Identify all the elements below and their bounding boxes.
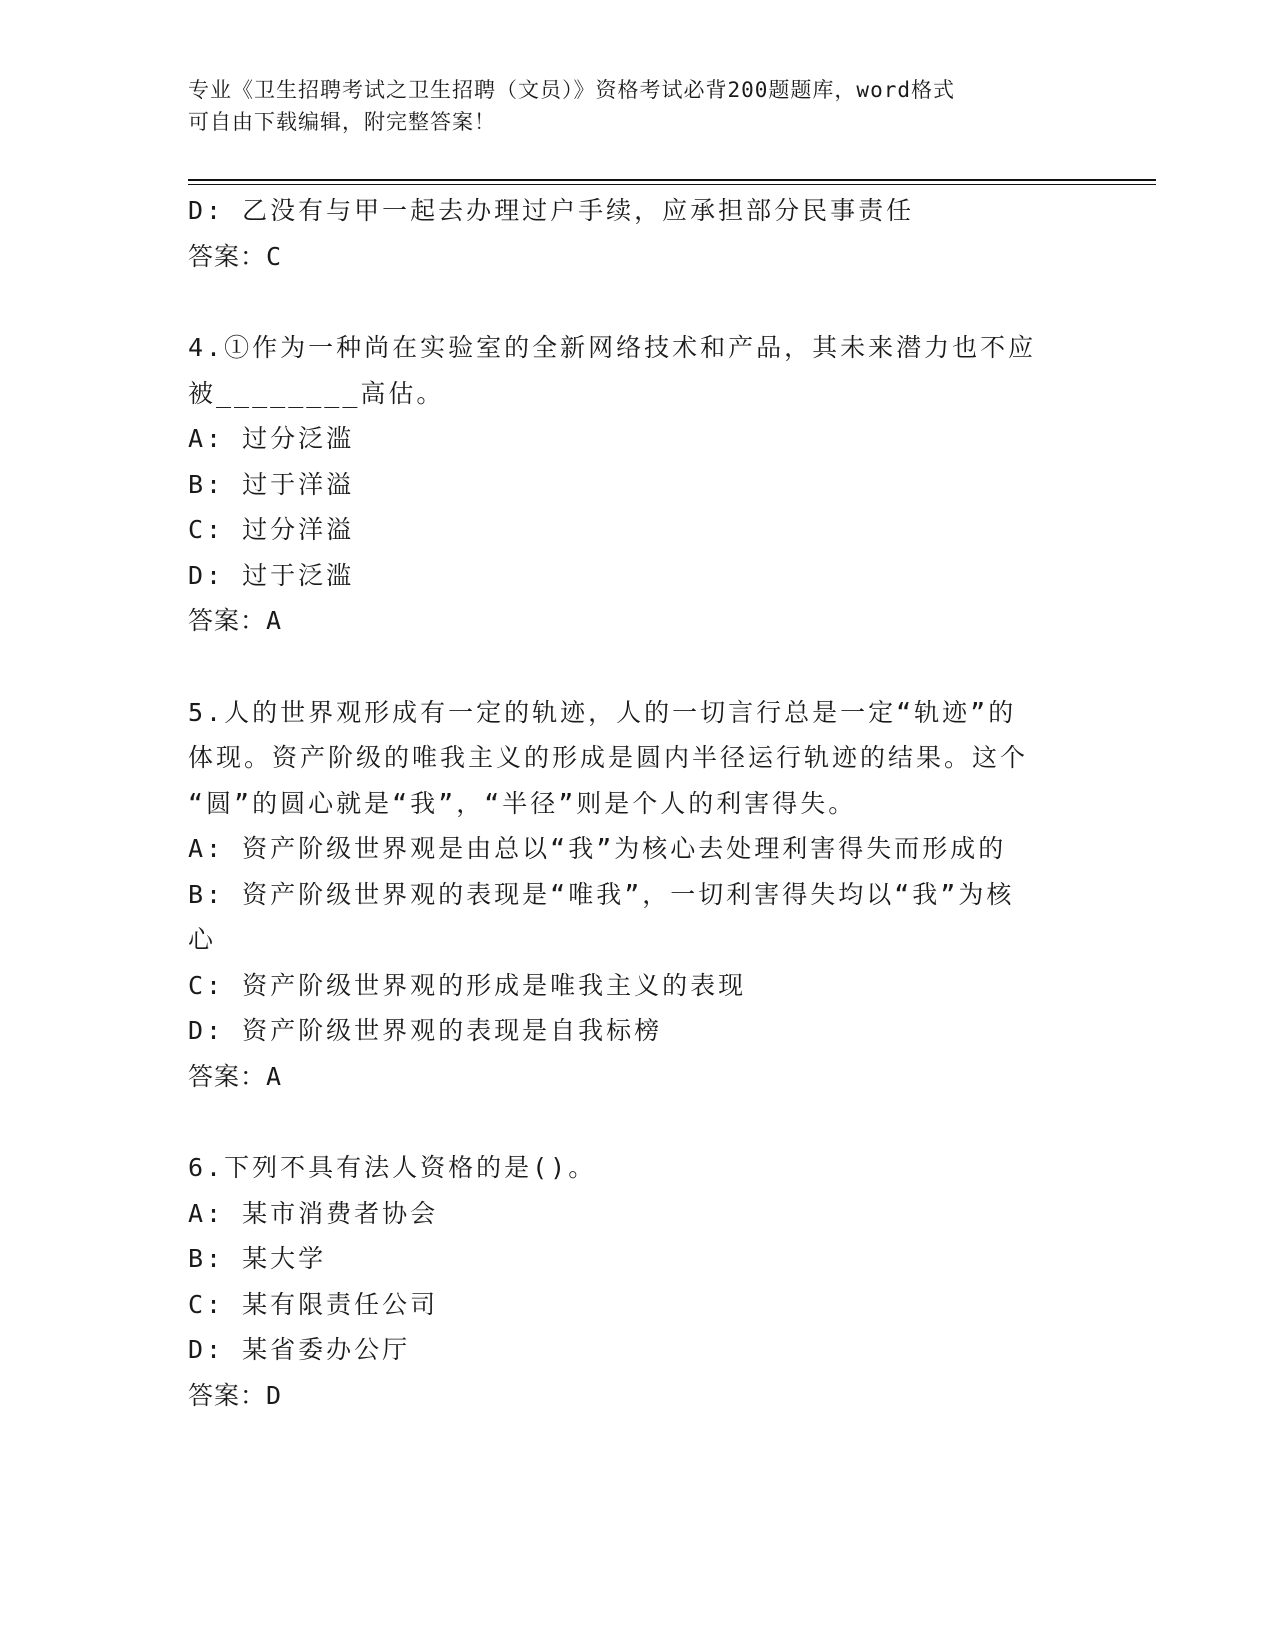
option-d: D: 乙没有与甲一起去办理过户手续，应承担部分民事责任 [188, 196, 915, 225]
answer-line [188, 598, 1088, 644]
option-d: D: 资产阶级世界观的表现是自我标榜 [188, 1016, 663, 1045]
question-block-3-tail [188, 188, 1088, 279]
answer-label: 答案： [188, 1061, 267, 1091]
question-6 [188, 1145, 1088, 1418]
question-stem: 5.人的世界观形成有一定的轨迹，人的一切言行总是一定“轨迹”的 [188, 697, 1017, 727]
option-c: C: 资产阶级世界观的形成是唯我主义的表现 [188, 970, 747, 1000]
option-b: B: 某大学 [188, 1244, 327, 1273]
question-stem: “圆”的圆心就是“我”，“半径”则是个人的利害得失。 [188, 788, 857, 818]
question-stem: 体现。资产阶级的唯我主义的形成是圆内半径运行轨迹的结果。这个 [188, 743, 1029, 772]
answer-label: 答案： [188, 606, 267, 635]
answer-line [188, 1054, 1088, 1100]
answer-value: A [266, 606, 283, 635]
header-divider-thin [188, 184, 1156, 185]
header-line-1: 专业《卫生招聘考试之卫生招聘（文员）》资格考试必背200题题库，word格式 [188, 78, 955, 102]
option-a: A: 某市消费者协会 [188, 1198, 439, 1228]
option-d: D: 过于泛滥 [188, 560, 355, 590]
question-stem: 被________高估。 [188, 378, 445, 408]
option-d: D: 某省委办公厅 [188, 1335, 411, 1364]
option-b: B: 过于洋溢 [188, 469, 355, 499]
answer-value: D [266, 1380, 283, 1410]
page-header [188, 74, 1088, 138]
option-a: A: 过分泛滥 [188, 424, 355, 453]
option-a: A: 资产阶级世界观是由总以“我”为核心去处理利害得失而形成的 [188, 834, 1007, 863]
option-b-continued: 心 [188, 925, 217, 954]
option-c: C: 某有限责任公司 [188, 1289, 439, 1319]
question-stem: 6.下列不具有法人资格的是()。 [188, 1153, 597, 1182]
answer-line [188, 1373, 1088, 1419]
question-5 [188, 690, 1088, 1100]
answer-line [188, 234, 1088, 280]
header-divider [188, 179, 1156, 181]
answer-value: C [266, 241, 283, 271]
answer-label: 答案： [188, 1380, 267, 1410]
option-b: B: 资产阶级世界观的表现是“唯我”，一切利害得失均以“我”为核 [188, 879, 1015, 909]
answer-label: 答案： [188, 241, 267, 271]
question-4 [188, 325, 1088, 644]
question-list [188, 188, 1088, 1418]
option-c: C: 过分洋溢 [188, 515, 355, 544]
answer-value: A [266, 1061, 283, 1091]
header-line-2: 可自由下载编辑，附完整答案！ [188, 110, 496, 134]
question-stem: 4.①作为一种尚在实验室的全新网络技术和产品，其未来潜力也不应 [188, 333, 1037, 362]
